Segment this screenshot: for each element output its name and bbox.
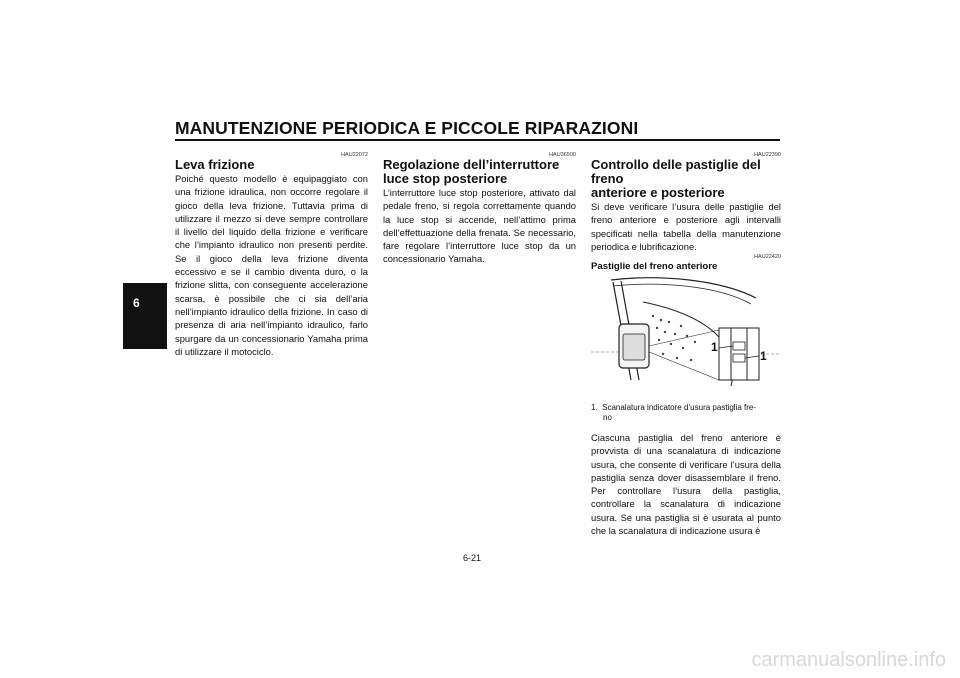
section-body: Si deve verificare l’usura delle pastiglie del freno anteriore e posteriore agli intervalli specificati nella tabella della manutenzione periodica e lubrificazione. [591, 201, 781, 252]
caption-line2: no [603, 413, 612, 422]
section-code: HAU22390 [754, 152, 781, 158]
section-heading-line2: anteriore e posteriore [591, 185, 725, 200]
page-title: MANUTENZIONE PERIODICA E PICCOLE RIPARAZIONI [175, 118, 639, 138]
section-heading-line2: luce stop posteriore [383, 171, 508, 186]
watermark: carmanualsonline.info [751, 649, 946, 671]
caption-line1: Scanalatura indicatore d’usura pastiglia fre- [602, 403, 756, 412]
section-heading-line1: Regolazione dell’interruttore [383, 157, 560, 172]
brake-pad-illustration [591, 276, 781, 396]
subsection-heading: Pastiglie del freno anteriore [591, 261, 718, 272]
callout-label-left: 1 [711, 340, 718, 354]
section-heading: Leva frizione [175, 157, 255, 172]
section-body: Poiché questo modello è equipaggiato con una frizione idraulica, non occorre regolare il gioco della leva frizione. Tuttavia prima di utilizzare il mezzo si deve sempre controllare il livello del liquido della frizione e verificare che l’impianto idraulico non presenti perdite. Se il gioco della leva frizione diventa eccessivo e se il cambio diventa duro, o la frizione slitta, con conseguente accelerazione scarsa, è possibile che ci sia dell’aria nell’impianto idraulico della frizione. In caso di presenza di aria nell’impianto idraulico, farlo spurgare da un concessionario Yamaha prima di utilizzare il motociclo. [175, 173, 368, 357]
callout-label-right: 1 [760, 349, 767, 363]
section-code: HAU36500 [549, 152, 576, 158]
section-code: HAU22072 [341, 152, 368, 158]
brake-pad-body: Ciascuna pastiglia del freno anteriore è provvista di una scanalatura di indicazione usura, che consente di verificare l’usura della pastiglia senza dover disassemblare il freno. Per controllare l’usura della pastiglia, controllare la scanalatura di indicazione usura. Se una pastiglia si è usurata al punto che la scanalatura di indicazione usura è [591, 432, 781, 537]
chapter-number: 6 [133, 296, 140, 310]
figure-caption [591, 403, 781, 423]
section-heading-line1: Controllo delle pastiglie del freno [591, 157, 761, 186]
chapter-tab [123, 283, 167, 349]
section-body: L’interruttore luce stop posteriore, attivato dal pedale freno, si regola correttamente quando la luce stop si accende, nell’attimo prima dell’effettuazione della frenata. Se necessario, fare regolare l’interruttore luce stop da un concessionario Yamaha. [383, 187, 576, 265]
section-clutch-lever [175, 152, 368, 358]
subsection-code: HAU22420 [754, 254, 781, 260]
page-number: 6-21 [463, 553, 482, 563]
section-brake-pads [591, 152, 781, 253]
caption-number: 1. [591, 403, 598, 412]
section-brake-light-switch [383, 152, 576, 266]
header-rule [175, 139, 780, 141]
